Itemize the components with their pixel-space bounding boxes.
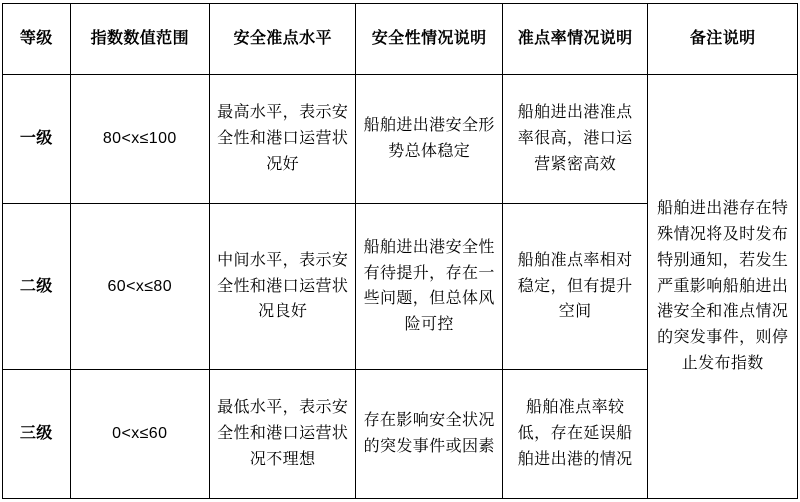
- column-header-safety-punctuality-level: 安全准点水平: [209, 4, 356, 75]
- column-header-remarks: 备注说明: [648, 4, 798, 75]
- cell-index-range: 0<x≤60: [70, 370, 209, 499]
- table-body: [3, 75, 798, 499]
- cell-remarks: 船舶进出港存在特殊情况将及时发布特别通知，若发生严重影响船舶进出港安全和准点情况的突发事件，则停止发布指数: [648, 75, 798, 499]
- cell-level: 最高水平，表示安全性和港口运营状况好: [209, 75, 356, 204]
- cell-punctuality-description: 船舶准点率相对稳定，但有提升空间: [502, 203, 647, 370]
- cell-level: 最低水平，表示安全性和港口运营状况不理想: [209, 370, 356, 499]
- column-header-grade: 等级: [3, 4, 71, 75]
- cell-grade: 二级: [3, 203, 71, 370]
- column-header-punctuality-description: 准点率情况说明: [502, 4, 647, 75]
- cell-punctuality-description: 船舶进出港准点率很高，港口运营紧密高效: [502, 75, 647, 204]
- grade-table: [2, 3, 798, 499]
- column-header-index-range: 指数数值范围: [70, 4, 209, 75]
- column-header-safety-description: 安全性情况说明: [356, 4, 503, 75]
- cell-punctuality-description: 船舶准点率较低，存在延误船舶进出港的情况: [502, 370, 647, 499]
- table-header-row: [3, 4, 798, 75]
- cell-level: 中间水平，表示安全性和港口运营状况良好: [209, 203, 356, 370]
- cell-safety-description: 船舶进出港安全性有待提升，存在一些问题，但总体风险可控: [356, 203, 503, 370]
- cell-grade: 三级: [3, 370, 71, 499]
- cell-safety-description: 存在影响安全状况的突发事件或因素: [356, 370, 503, 499]
- cell-grade: 一级: [3, 75, 71, 204]
- table-row: [3, 75, 798, 204]
- cell-index-range: 80<x≤100: [70, 75, 209, 204]
- cell-index-range: 60<x≤80: [70, 203, 209, 370]
- cell-safety-description: 船舶进出港安全形势总体稳定: [356, 75, 503, 204]
- table-header: [3, 4, 798, 75]
